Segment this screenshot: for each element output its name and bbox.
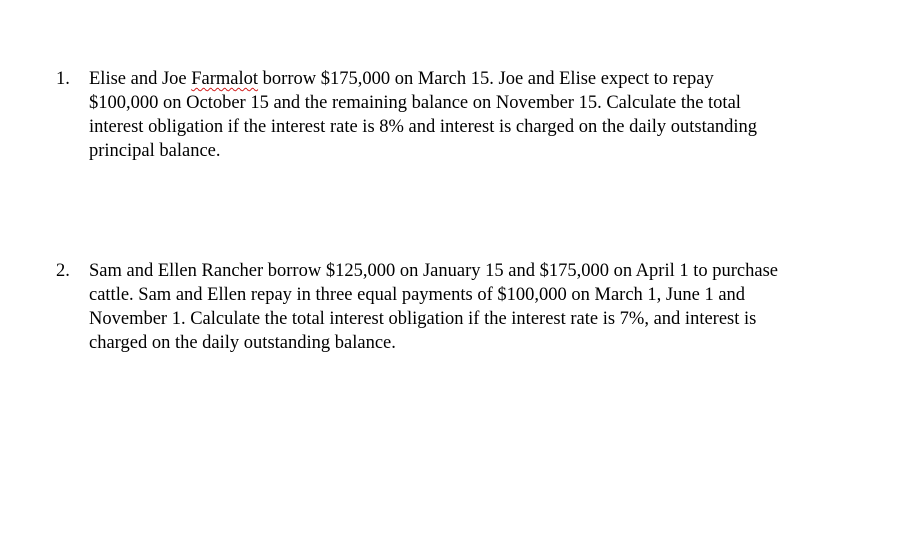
question-line: $100,000 on October 15 and the remaining balance on November 15. Calculate the total [89, 93, 741, 113]
question-line: cattle. Sam and Ellen repay in three equal payments of $100,000 on March 1, June 1 and [89, 285, 746, 305]
question-line: Sam and Ellen Rancher borrow $125,000 on January 15 and $175,000 on April 1 to purchase [89, 261, 778, 281]
question-line: interest obligation if the interest rate is 8% and interest is charged on the daily outstanding [89, 117, 758, 137]
question-number: 2. [56, 261, 70, 281]
question-line: principal balance. [89, 141, 221, 161]
question-line: charged on the daily outstanding balance. [89, 333, 396, 353]
text-run: borrow $175,000 on March 15. Joe and Elise expect to repay [258, 69, 714, 89]
text-run: Elise and Joe [89, 69, 192, 89]
question-line [89, 67, 757, 91]
misspelled-word[interactable]: Farmalot [191, 69, 259, 89]
question-number: 1. [56, 69, 70, 89]
question-text [89, 259, 778, 355]
question-line: November 1. Calculate the total interest obligation if the interest rate is 7%, and interest is [89, 309, 757, 329]
question-text [89, 67, 757, 163]
